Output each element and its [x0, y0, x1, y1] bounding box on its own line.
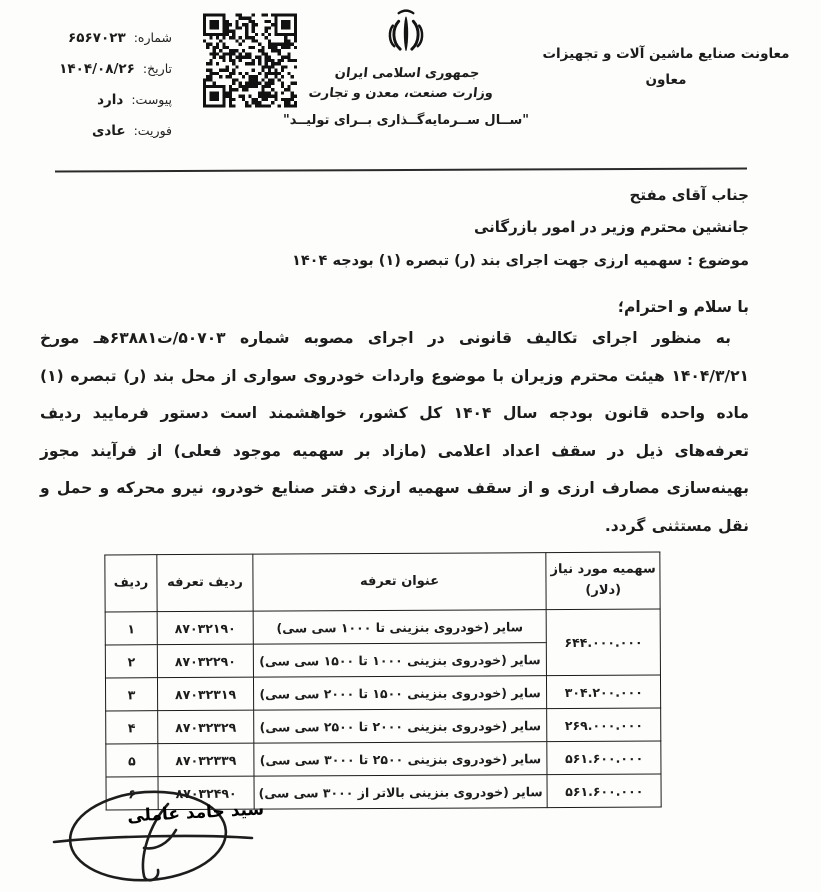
attachment-label: پیوست:	[131, 92, 172, 107]
letterhead-center	[307, 6, 494, 104]
table-row	[105, 675, 661, 711]
attachment-value: دارد	[97, 92, 124, 108]
urgency-label: فوریت:	[133, 123, 172, 138]
header-code: ردیف تعرفه	[156, 554, 252, 612]
cell-code: ۸۷۰۳۲۳۱۹	[157, 677, 253, 711]
cell-row-number: ۵	[105, 744, 157, 777]
country-name: جمهوری اسلامی ایران	[334, 66, 481, 81]
header-quota-line1: سهمیه مورد نیاز	[550, 561, 656, 578]
cell-code: ۸۷۰۳۲۳۳۹	[157, 743, 253, 777]
year-slogan: "ســال ســرمایه‌گــذاری بــرای تولیــد"	[282, 113, 530, 128]
cell-title: سایر (خودروی بنزینی ۲۵۰۰ تا ۳۰۰۰ سی سی)	[253, 742, 546, 777]
meta-attachment-row	[36, 92, 172, 123]
letterhead-calligraphy	[307, 64, 496, 104]
department-name: معاونت صنایع ماشین آلات و تجهیزات	[542, 46, 790, 62]
ministry-name: وزارت صنعت، معدن و تجارت	[307, 86, 494, 102]
cell-quota: ۳۰۴.۲۰۰.۰۰۰	[546, 675, 660, 709]
signer-role: معاون	[645, 72, 687, 88]
cell-code: ۸۷۰۳۲۱۹۰	[157, 611, 253, 645]
cell-code: ۸۷۰۳۲۳۲۹	[157, 710, 253, 744]
cell-quota: ۲۶۹.۰۰۰.۰۰۰	[546, 708, 660, 742]
table-row	[105, 741, 661, 777]
number-label: شماره:	[133, 30, 172, 45]
table-row	[105, 708, 661, 744]
table-header-row	[104, 552, 660, 612]
cell-code: ۸۷۰۳۲۲۹۰	[157, 644, 253, 678]
cell-title: سایر (خودروی بنزینی ۱۰۰۰ تا ۱۵۰۰ سی سی)	[253, 643, 546, 678]
recipient-title: جانشین محترم وزیر در امور بازرگانی	[473, 218, 749, 236]
cell-row-number: ۲	[105, 645, 157, 678]
iran-emblem-icon	[384, 6, 428, 60]
signature-name: سید حامد عاملی	[126, 799, 265, 827]
letter-meta-block	[36, 30, 172, 154]
cell-title: سایر (خودروی بنزینی ۱۵۰۰ تا ۲۰۰۰ سی سی)	[253, 676, 546, 711]
meta-urgency-row	[36, 123, 172, 154]
cell-row-number: ۶	[106, 777, 158, 810]
letter-content	[40, 186, 749, 809]
header-quota-line2: (دلار)	[585, 582, 621, 598]
tariff-table	[104, 552, 662, 811]
qr-code-icon	[203, 12, 297, 109]
table-row	[105, 609, 661, 645]
signature-block	[48, 778, 265, 890]
cell-quota: ۵۶۱.۶۰۰.۰۰۰	[547, 774, 661, 808]
header-title: عنوان تعرفه	[252, 553, 545, 612]
header-row-number: ردیف	[104, 555, 156, 612]
cell-title: سایر (خودروی بنزینی بالاتر از ۳۰۰۰ سی سی)	[254, 775, 547, 810]
cell-row-number: ۳	[105, 678, 157, 711]
date-value: ۱۴۰۴/۰۸/۲۶	[59, 61, 135, 77]
body-paragraph: به منظور اجرای تکالیف قانونی در اجرای مصوبه شماره ۵۰۷۰۳/ت۶۳۸۸۱هـ مورخ ۱۴۰۴/۳/۲۱ هیئت محترم وزیران با موضوع واردات خودروی سواری از محل بند (ر) تبصره (۱) ماده واحده قانون بودجه سال ۱۴۰۴ کل کشور، خواهشمند است دستور فرمایید ردیف تعرفه‌های ذیل در سقف اعداد اعلامی (مازاد بر سهمیه موجود فعلی) از فرآیند مجوز بهینه‌سازی مصارف ارزی و از سقف سهمیه ارزی دفتر صنایع خودرو، نیرو محرکه و حمل و نقل مستثنی گردد.	[40, 329, 749, 535]
number-value: ۶۵۶۷۰۲۳	[68, 30, 126, 46]
cell-quota: ۶۴۴.۰۰۰.۰۰۰	[546, 609, 661, 676]
meta-number-row	[36, 30, 172, 61]
cell-row-number: ۴	[105, 711, 157, 744]
cell-quota: ۵۶۱.۶۰۰.۰۰۰	[547, 741, 661, 775]
subject-line: موضوع : سهمیه ارزی جهت اجرای بند (ر) تبصره (۱) بودجه ۱۴۰۴	[291, 253, 749, 269]
recipient-name: جناب آقای مفتح	[629, 186, 749, 204]
date-label: تاریخ:	[142, 61, 172, 76]
header-quota	[546, 552, 661, 610]
cell-title: سایر (خودروی بنزینی ۲۰۰۰ تا ۲۵۰۰ سی سی)	[253, 709, 546, 744]
cell-row-number: ۱	[105, 612, 157, 645]
header-divider	[55, 167, 747, 172]
cell-title: سایر (خودروی بنزینی تا ۱۰۰۰ سی سی)	[253, 610, 546, 645]
cell-code: ۸۷۰۳۲۴۹۰	[158, 776, 254, 810]
salutation: با سلام و احترام؛	[617, 298, 749, 316]
meta-date-row	[36, 61, 172, 92]
department-block	[541, 46, 791, 88]
urgency-value: عادی	[91, 123, 126, 139]
